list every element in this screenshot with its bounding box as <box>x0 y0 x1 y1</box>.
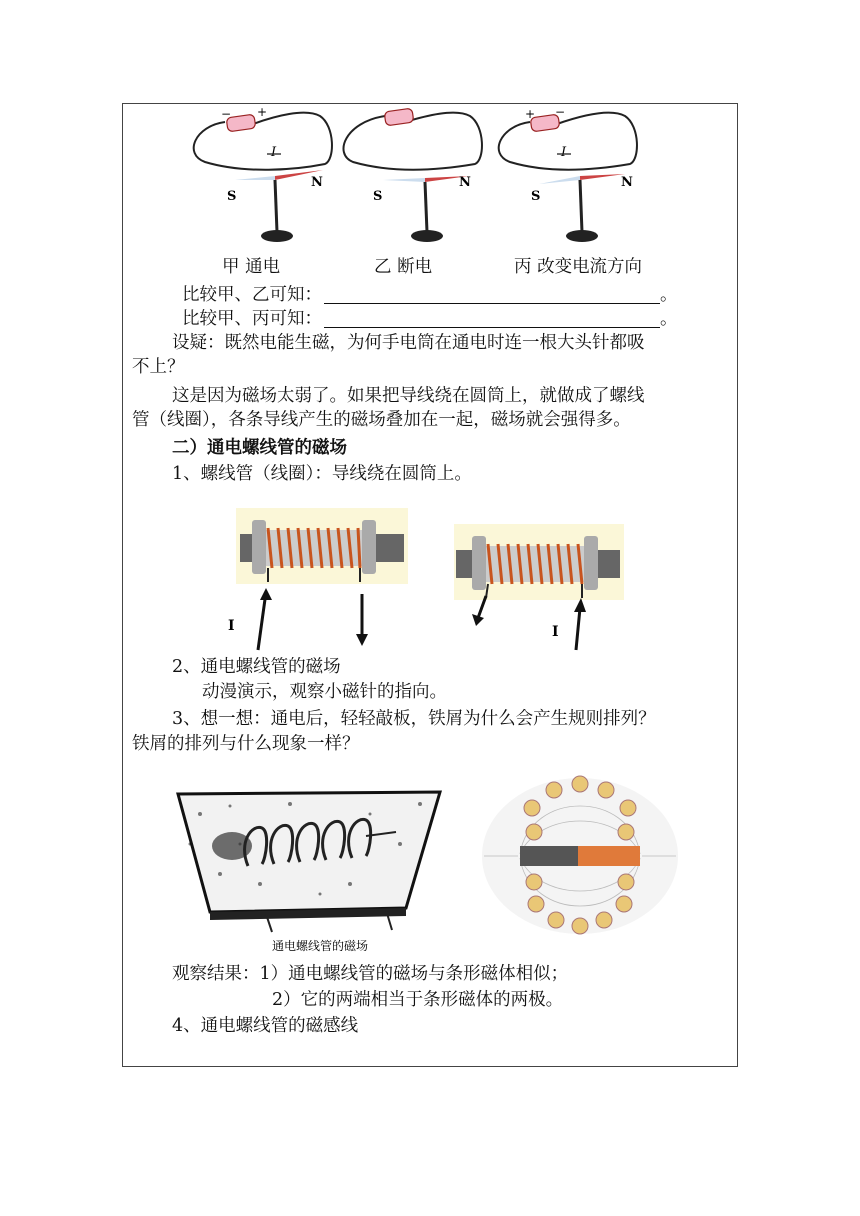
answer-blank-1[interactable] <box>324 285 660 304</box>
svg-text:I: I <box>552 624 559 640</box>
svg-text:−: − <box>555 105 566 119</box>
compare-jia-yi: 比较甲、乙可知： 。 <box>182 285 678 305</box>
label-bing: 丙 改变电流方向 <box>514 257 643 277</box>
item-2-sub: 动漫演示，观察小磁针的指向。 <box>202 682 447 702</box>
setup-jia <box>194 105 332 242</box>
svg-text:通电螺线管的磁场: 通电螺线管的磁场 <box>272 939 369 953</box>
label-yi: 乙 断电 <box>374 257 433 277</box>
svg-text:I: I <box>228 618 235 634</box>
svg-text:N: N <box>621 175 633 190</box>
doubt-line-1: 设疑：既然电能生磁，为何手电筒在通电时连一根大头针都吸 <box>172 333 645 353</box>
setup-bing <box>499 105 637 242</box>
explain-line-2: 管（线圈），各条导线产生的磁场叠加在一起，磁场就会强得多。 <box>132 410 631 430</box>
item-1: 1、螺线管（线圈）：导线绕在圆筒上。 <box>172 464 472 484</box>
answer-blank-2[interactable] <box>324 309 660 328</box>
iron-filings-figure <box>170 784 450 956</box>
svg-text:I: I <box>561 145 567 160</box>
svg-text:S: S <box>373 189 383 204</box>
svg-text:I: I <box>271 145 277 160</box>
oersted-experiment-figure <box>185 106 645 248</box>
item-3-line-1: 3、想一想：通电后，轻轻敲板，铁屑为什么会产生规则排列？ <box>172 709 656 729</box>
svg-text:+: + <box>525 107 536 121</box>
setup-yi <box>343 108 481 242</box>
solenoid-figure-left <box>228 506 412 656</box>
section-heading: 二）通电螺线管的磁场 <box>172 438 347 458</box>
item-4: 4、通电螺线管的磁感线 <box>172 1016 359 1036</box>
svg-text:N: N <box>311 175 323 190</box>
svg-text:+: + <box>257 105 268 119</box>
label-jia: 甲 通电 <box>222 257 281 277</box>
explain-line-1: 这是因为磁场太弱了。如果把导线绕在圆筒上，就做成了螺线 <box>172 386 645 406</box>
svg-text:S: S <box>531 189 541 204</box>
result-2: 2）它的两端相当于条形磁体的两极。 <box>272 990 564 1010</box>
doubt-line-2: 不上？ <box>132 357 185 377</box>
svg-text:−: − <box>221 107 232 121</box>
result-1: 观察结果：1）通电螺线管的磁场与条形磁体相似； <box>172 964 569 984</box>
item-3-line-2: 铁屑的排列与什么现象一样？ <box>132 734 360 754</box>
bar-magnet-figure <box>480 770 680 942</box>
svg-text:N: N <box>459 175 471 190</box>
item-2: 2、通电螺线管的磁场 <box>172 657 341 677</box>
solenoid-figure-right <box>450 522 630 654</box>
svg-text:S: S <box>227 189 237 204</box>
compare-jia-bing: 比较甲、丙可知： 。 <box>182 309 678 329</box>
